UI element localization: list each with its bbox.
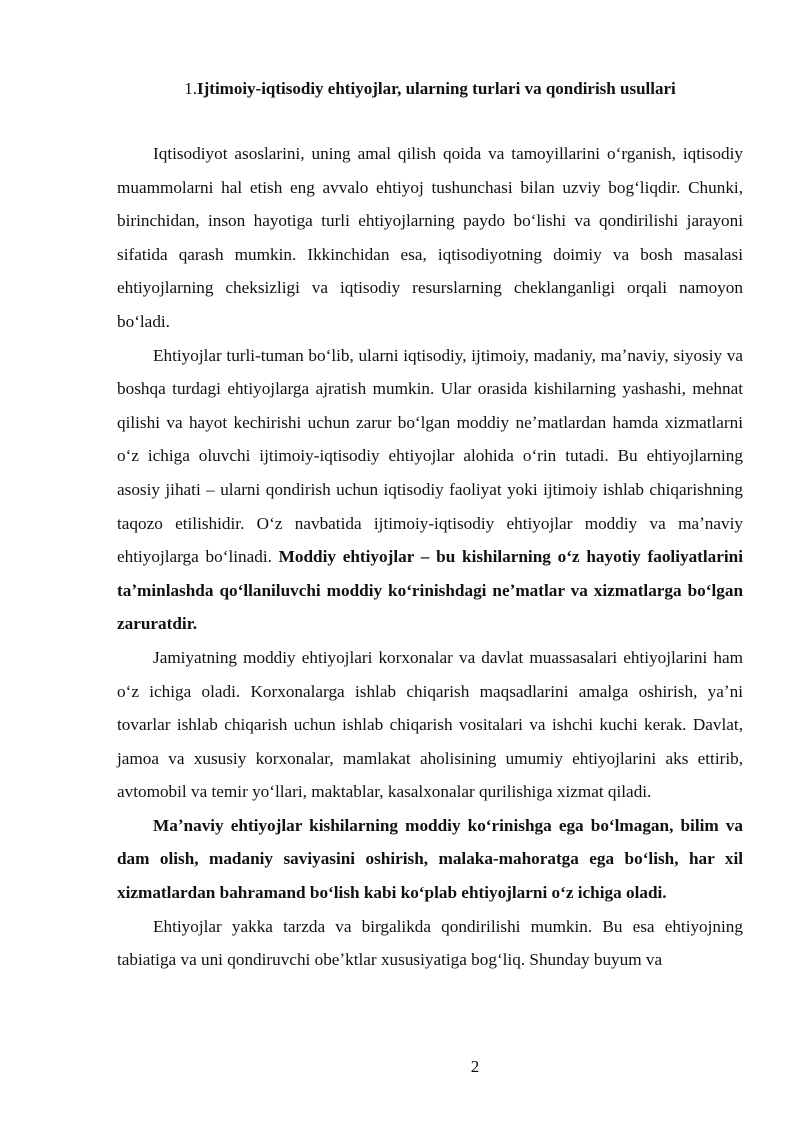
section-number: 1.	[184, 79, 197, 98]
paragraph-5: Ehtiyojlar yakka tarzda va birgalikda qondirilishi mumkin. Bu esa ehtiyojning tabiatiga va uni qondiruvchi obeʼktlar xususiyatiga bogʻliq. Shunday buyum va	[117, 916, 743, 970]
moddiy-ehtiyojlar-definition: Moddiy ehtiyojlar – bu kishilarning oʻz hayotiy faoliyatlarini taʼminlashda qoʻllaniluvchi moddiy koʻrinishdagi neʼmatlar va xizmatlarga boʻlgan zaruratdir.	[117, 547, 744, 634]
section-heading	[118, 78, 742, 100]
paragraph-2-text: Ehtiyojlar turli-tuman boʻlib, ularni iqtisodiy, ijtimoiy, madaniy, maʼnaviy, siyosiy va boshqa turdagi ehtiyojlarga ajratish mumkin. Ular orasida kishilarning yashashi, mehnat qilishi va hayot kechirishi uchun zarur boʻlgan moddiy neʼmatlardan hamda xizmatlarni oʻz ichiga oluvchi ijtimoiy-iqtisodiy ehtiyojlar alohida oʻrin tutadi. Bu ehtiyojlarning asosiy jihati – ularni qondirish uchun iqtisodiy faoliyat yoki ijtimoiy ishlab chiqarishning taqozo etilishidir. Oʻz navbatida ijtimoiy-iqtisodiy ehtiyojlar moddiy va maʼnaviy ehtiyojlarga boʻlinadi.	[117, 345, 743, 567]
page-number: 2	[470, 1057, 480, 1076]
section-title: Ijtimoiy-iqtisodiy ehtiyojlar, ularning turlari va qondirish usullari	[197, 79, 676, 98]
body-text	[117, 137, 743, 977]
paragraph-3: Jamiyatning moddiy ehtiyojlari korxonalar va davlat muassasalari ehtiyojlarini ham oʻz ichiga oladi. Korxonalarga ishlab chiqarish maqsadlarini amalga oshirish, yaʼni tovarlar ishlab chiqarish uchun ishlab chiqarish vositalari va ishchi kuchi kerak. Davlat, jamoa va xususiy korxonalar, mamlakat aholisining umumiy ehtiyojlarini aks ettirib, avtomobil va temir yoʻllari, maktablar, kasalxonalar qurilishiga xizmat qiladi.	[117, 647, 743, 802]
paragraph-2	[117, 339, 743, 641]
paragraph-1: Iqtisodiyot asoslarini, uning amal qilish qoida va tamoyillarini oʻrganish, iqtisodiy muammolarni hal etish eng avvalo ehtiyoj tushunchasi bilan uzviy bogʻliqdir. Chunki, birinchidan, inson hayotiga turli ehtiyojlarning paydo boʻlishi va qondirilishi jarayoni sifatida qarash mumkin. Ikkinchidan esa, iqtisodiyotning doimiy va bosh masalasi ehtiyojlarning cheksizligi va iqtisodiy resurslarning cheklanganligi orqali namoyon boʻladi.	[117, 144, 743, 331]
manaviy-ehtiyojlar-definition: Maʼnaviy ehtiyojlar kishilarning moddiy koʻrinishga ega boʻlmagan, bilim va dam olish, madaniy saviyasini oshirish, malaka-mahoratga ega boʻlish, har xil xizmatlardan bahramand boʻlish kabi koʻplab ehtiyojlarni oʻz ichiga oladi.	[117, 815, 743, 903]
